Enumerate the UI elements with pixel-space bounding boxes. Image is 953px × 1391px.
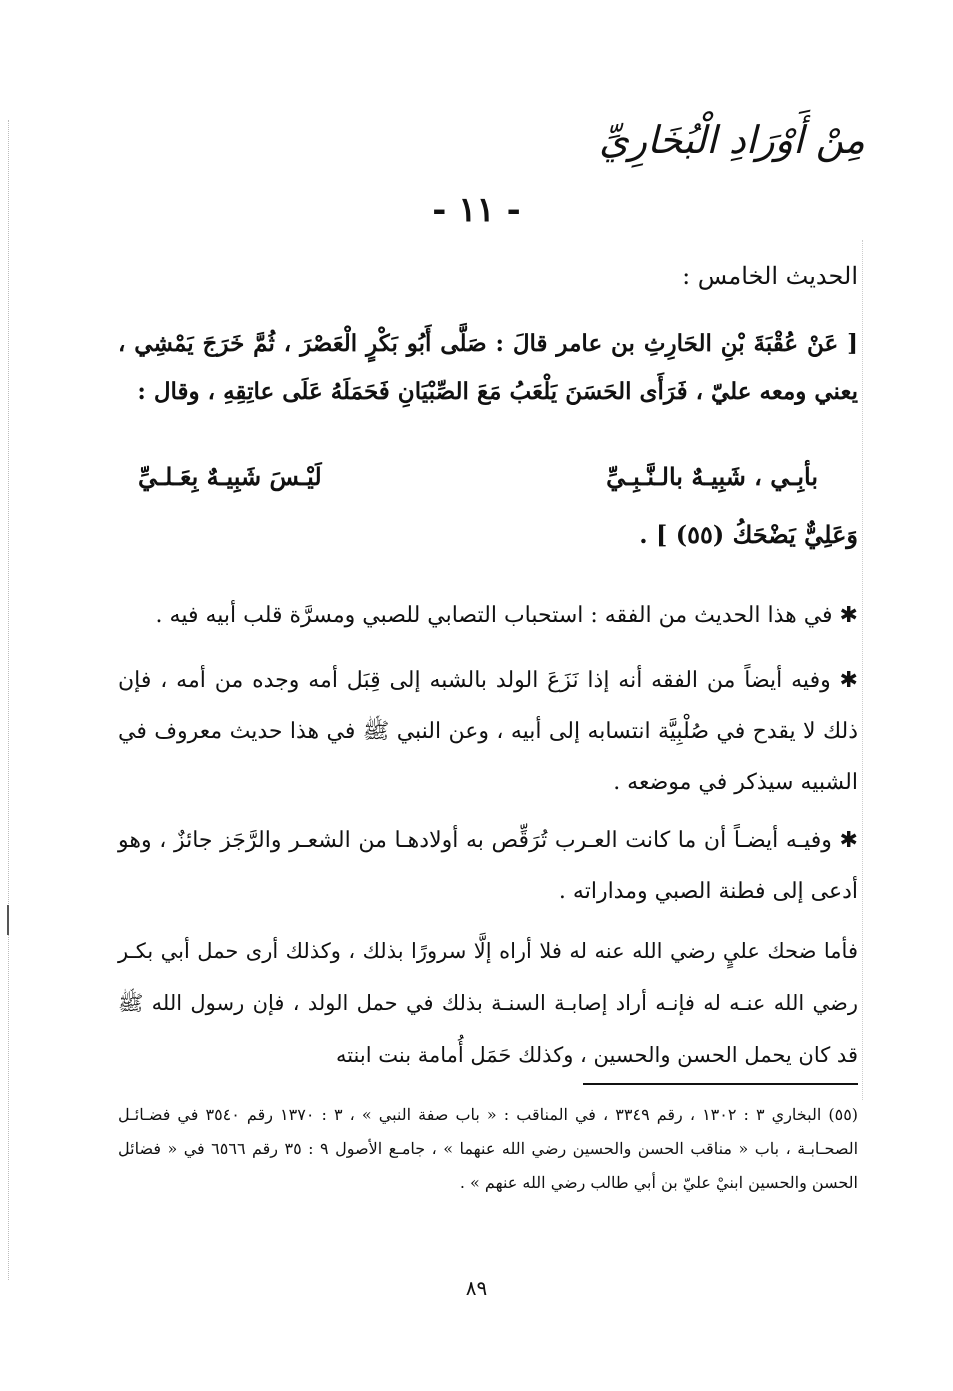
scan-edge-line (8, 120, 10, 1280)
chapter-number: - ١١ - (432, 190, 521, 230)
poem-first-hemistich: بأبِـي ، شَبِيـهٌ بالـنَّـبِـيِّ (606, 462, 818, 491)
poem-verse (138, 462, 818, 491)
footnote-divider (583, 1083, 858, 1085)
scan-edge-mark (7, 905, 9, 935)
bullet-point: ✱ وفيـه أيضـاً أن ما كانت العـرب تُرَقِّص به أولادهـا من الشعـر والرَّجَز جائزٌ ، وهو أدعى إلى فطنة الصبي ومداراته . (118, 828, 858, 904)
margin-dotted-line (862, 240, 864, 1100)
hadith-closing: وَعَلِيٌّ يَضْحَكُ (٥٥) ] . (639, 520, 858, 549)
bullet-point: ✱ وفيه أيضاً من الفقه أنه إذا نَزَعَ الولد بالشبه إلى قِبَل أمه وجده من أمه ، فإن ذلك لا يقدح في صُلْبِيَّة انتسابه إلى أبيه ، وعن النبي ﷺ في هذا حديث معروف في الشبيه سيذكر في موضعه . (118, 668, 858, 795)
page-number: ٨٩ (465, 1276, 488, 1300)
footnote: (٥٥) البخاري ٣ : ١٣٠٢ ، رقم ٣٣٤٩ ، في المناقب : « باب صفة النبي » ، ٣ : ١٣٧٠ رقم ٣٥٤٠ في فضـائـل الصحـابـة ، باب « مناقب الحسن والحسين رضي الله عنهما » ، جامـع الأصول ٩ : ٣٥ رقم ٦٥٦٦ في « فضائل الحسن والحسين ابنيْ عليّ بن أبي طالب رضي الله عنهم » . (118, 1105, 859, 1192)
hadith-text: [ عَنْ عُقْبَةَ بْنِ الحَارِثِ بن عامر قالَ : صَلَّى أَبُو بَكْرٍ الْعَصْرَ ، ثُمَّ خَرَجَ يَمْشِي ، يعني ومعه عليّ ، فَرَأَى الحَسَنَ يَلْعَبُ مَعَ الصِّبْيَانِ فَحَمَلَهُ عَلَى عاتِقِهِ ، وقال : (118, 330, 858, 405)
poem-second-hemistich: لَيْـسَ شَبِيـهٌ بِعَـلـيِّ (138, 462, 322, 491)
section-heading: الحديث الخامس : (682, 262, 858, 290)
running-title: مِنْ أَوْرَادِ الْبُخَارِيِّ (599, 118, 865, 162)
body-paragraph: فأما ضحك عليٍ رضي الله عنه له فلا أراه إلَّا سرورًا بذلك ، وكذلك أرى حمل أبي بكـر رضي الله عنـه له فإنـه أراد إصابـة السنـة بذلك في حمل الولد ، فإن رسول الله ﷺ قد كان يحمل الحسن والحسين ، وكذلك حَمَل أُمامة بنت ابنته (118, 939, 858, 1067)
bullet-point: ✱ في هذا الحديث من الفقه : استحباب التصابي للصبي ومسرَّة قلب أبيه فيه . (155, 603, 858, 628)
